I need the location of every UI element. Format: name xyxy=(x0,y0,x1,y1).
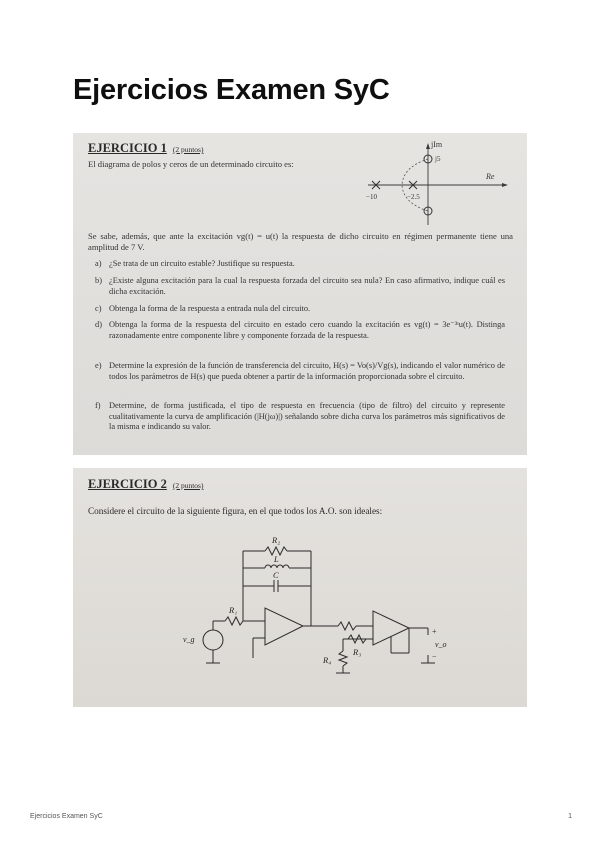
j5-label: j5 xyxy=(435,155,441,163)
exercise-1-item-b: b) ¿Existe alguna excitación para la cual la respuesta forzada del circuito sea nula? En caso afirmativo, indique cuál es dicha excitación. xyxy=(95,276,505,296)
exercise-1-item-d: d) Obtenga la forma de la respuesta del circuito en estado cero cuando la excitación es vg(t) = 3e⁻³ᵗu(t). Distinga razonadamente entre componente libre y componente forzada de la respuesta. xyxy=(95,320,505,340)
exercise-2-photo xyxy=(73,468,527,707)
exercise-1-statement: Se sabe, además, que ante la excitación vg(t) = u(t) la respuesta de dicho circuito en régimen permanente tiene una amplitud de 7 V. xyxy=(88,231,513,252)
page-title: Ejercicios Examen SyC xyxy=(73,74,390,106)
minus10-label: −10 xyxy=(366,193,377,201)
exercise-1-title: EJERCICIO 1 xyxy=(88,141,167,155)
exercise-1-item-f: f) Determine, de forma justificada, el tipo de respuesta en frecuencia (tipo de filtro) del circuito y represente cualitativamente la curva de amplificación (|H(jω)|) señalando sobre dicha curva los parámetros más significativos de la misma e indicando su valor. xyxy=(95,401,505,431)
footer-title: Ejercicios Examen SyC xyxy=(30,813,103,820)
exercise-1-intro: El diagrama de polos y ceros de un determinado circuito es: xyxy=(88,159,294,169)
page-number: 1 xyxy=(568,813,572,820)
minus25-label: −2.5 xyxy=(407,193,420,201)
exercise-2-intro: Considere el circuito de la siguiente figura, en el que todos los A.O. son ideales: xyxy=(88,506,383,516)
exercise-1-item-a: a) ¿Se trata de un circuito estable? Justifique su respuesta. xyxy=(95,259,295,268)
r1-label: R₁ xyxy=(229,605,238,615)
op-amp-circuit xyxy=(173,523,453,703)
r2-label: R₂ xyxy=(272,535,281,545)
re-axis-label: Re xyxy=(486,172,495,181)
exercise-1-item-e: e) Determine la expresión de la función de transferencia del circuito, H(s) = Vo(s)/Vg(s), indicando el valor numérico de todos los parámetros de H(s) que pueda obtener a partir de la información proporcionada sobre el circuito. xyxy=(95,361,505,381)
exercise-2-title: EJERCICIO 2 xyxy=(88,477,167,491)
vg-label: v_g xyxy=(183,635,195,644)
vo-label: v_o xyxy=(435,640,447,649)
plus-label: + xyxy=(432,627,437,636)
l-label: L xyxy=(274,554,279,564)
exercise-1-points: (2 puntos) xyxy=(172,145,204,154)
pole-zero-diagram xyxy=(338,137,518,229)
exercise-1-item-c: c) Obtenga la forma de la respuesta a entrada nula del circuito. xyxy=(95,304,311,313)
r4-label: R₄ xyxy=(323,655,332,665)
c-label: C xyxy=(273,570,279,580)
exercise-2-heading xyxy=(88,477,203,492)
im-axis-label: jIm xyxy=(431,140,443,149)
exercise-1-photo xyxy=(73,133,527,455)
r3-label: R₃ xyxy=(353,647,362,657)
minus-label: − xyxy=(432,652,437,661)
exercise-2-points: (2 puntos) xyxy=(172,481,204,490)
exercise-1-heading xyxy=(88,141,203,156)
